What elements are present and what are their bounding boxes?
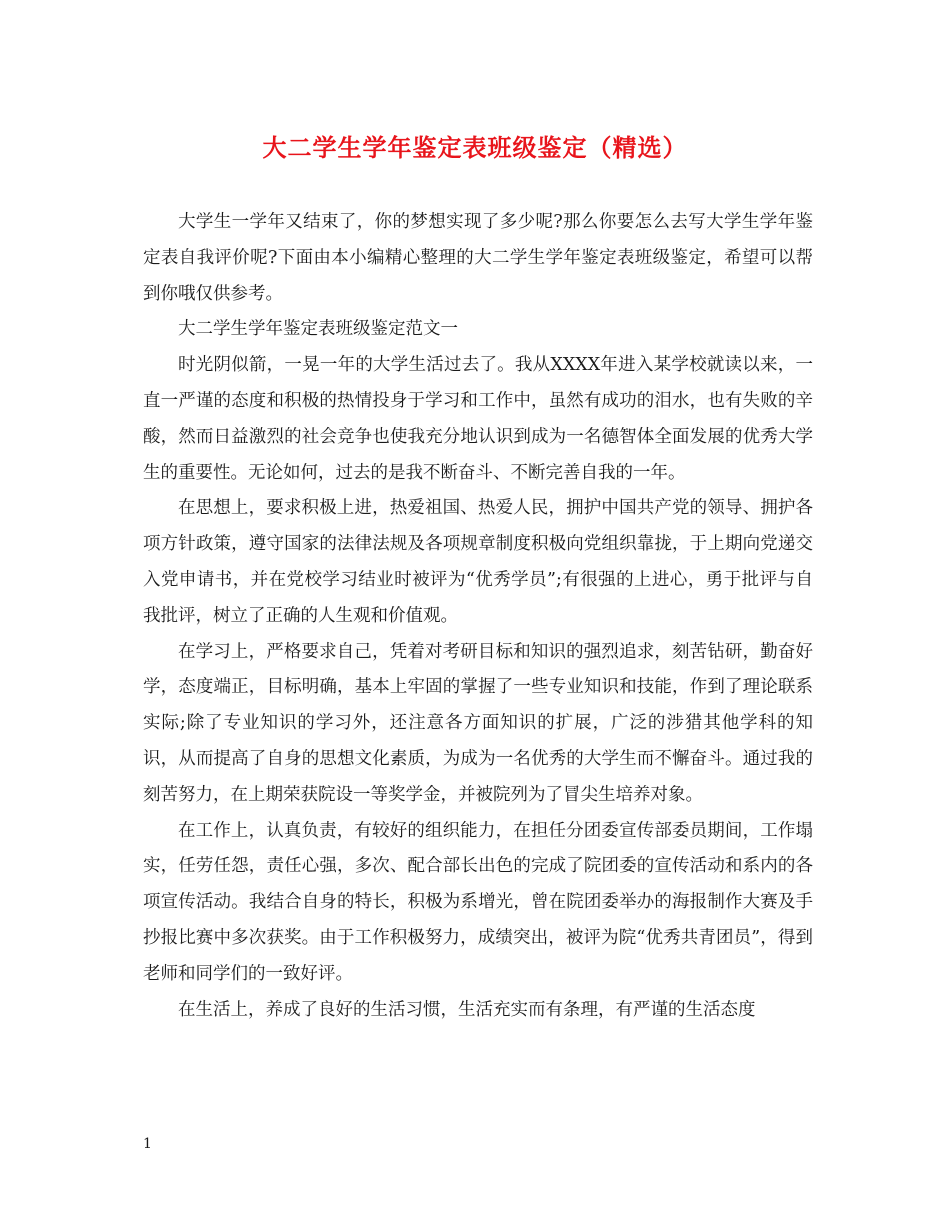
document-body: [143, 205, 813, 1028]
paragraph-overview: 时光阴似箭，一晃一年的大学生活过去了。我从XXXX年进入某学校就读以来，一直一严谨的态度和积极的热情投身于学习和工作中，虽然有成功的泪水，也有失败的辛酸，然而日益激烈的社会竞争也使我充分地认识到成为一名德智体全面发展的优秀大学生的重要性。无论如何，过去的是我不断奋斗、不断完善自我的一年。: [143, 355, 813, 483]
paragraph-intro: 大学生一学年又结束了，你的梦想实现了多少呢?那么你要怎么去写大学生学年鉴定表自我评价呢?下面由本小编精心整理的大二学生学年鉴定表班级鉴定，希望可以帮到你哦仅供参考。: [143, 212, 813, 304]
page-number: 1: [143, 1136, 152, 1152]
paragraph-ideology: 在思想上，要求积极上进，热爱祖国、热爱人民，拥护中国共产党的领导、拥护各项方针政策，遵守国家的法律法规及各项规章制度积极向党组织靠拢，于上期向党递交入党申请书，并在党校学习结业时被评为“优秀学员”;有很强的上进心，勇于批评与自我批评，树立了正确的人生观和价值观。: [143, 498, 813, 626]
document-title: 大二学生学年鉴定表班级鉴定（精选）: [262, 133, 688, 162]
paragraph-heading-sample-one: 大二学生学年鉴定表班级鉴定范文一: [178, 319, 458, 340]
paragraph-study: 在学习上，严格要求自己，凭着对考研目标和知识的强烈追求，刻苦钻研，勤奋好学，态度端正，目标明确，基本上牢固的掌握了一些专业知识和技能，作到了理论联系实际;除了专业知识的学习外，还注意各方面知识的扩展，广泛的涉猎其他学科的知识，从而提高了自身的思想文化素质，为成为一名优秀的大学生而不懈奋斗。通过我的刻苦努力，在上期荣获院设一等奖学金，并被院列为了冒尖生培养对象。: [143, 641, 813, 805]
paragraph-work: 在工作上，认真负责，有较好的组织能力，在担任分团委宣传部委员期间，工作塌实，任劳任怨，责任心强，多次、配合部长出色的完成了院团委的宣传活动和系内的各项宣传活动。我结合自身的特长，积极为系增光，曾在院团委举办的海报制作大赛及手抄报比赛中多次获奖。由于工作积极努力，成绩突出，被评为院“优秀共青团员”，得到老师和同学们的一致好评。: [143, 820, 813, 984]
paragraph-life: 在生活上，养成了良好的生活习惯，生活充实而有条理，有严谨的生活态度: [178, 999, 756, 1020]
